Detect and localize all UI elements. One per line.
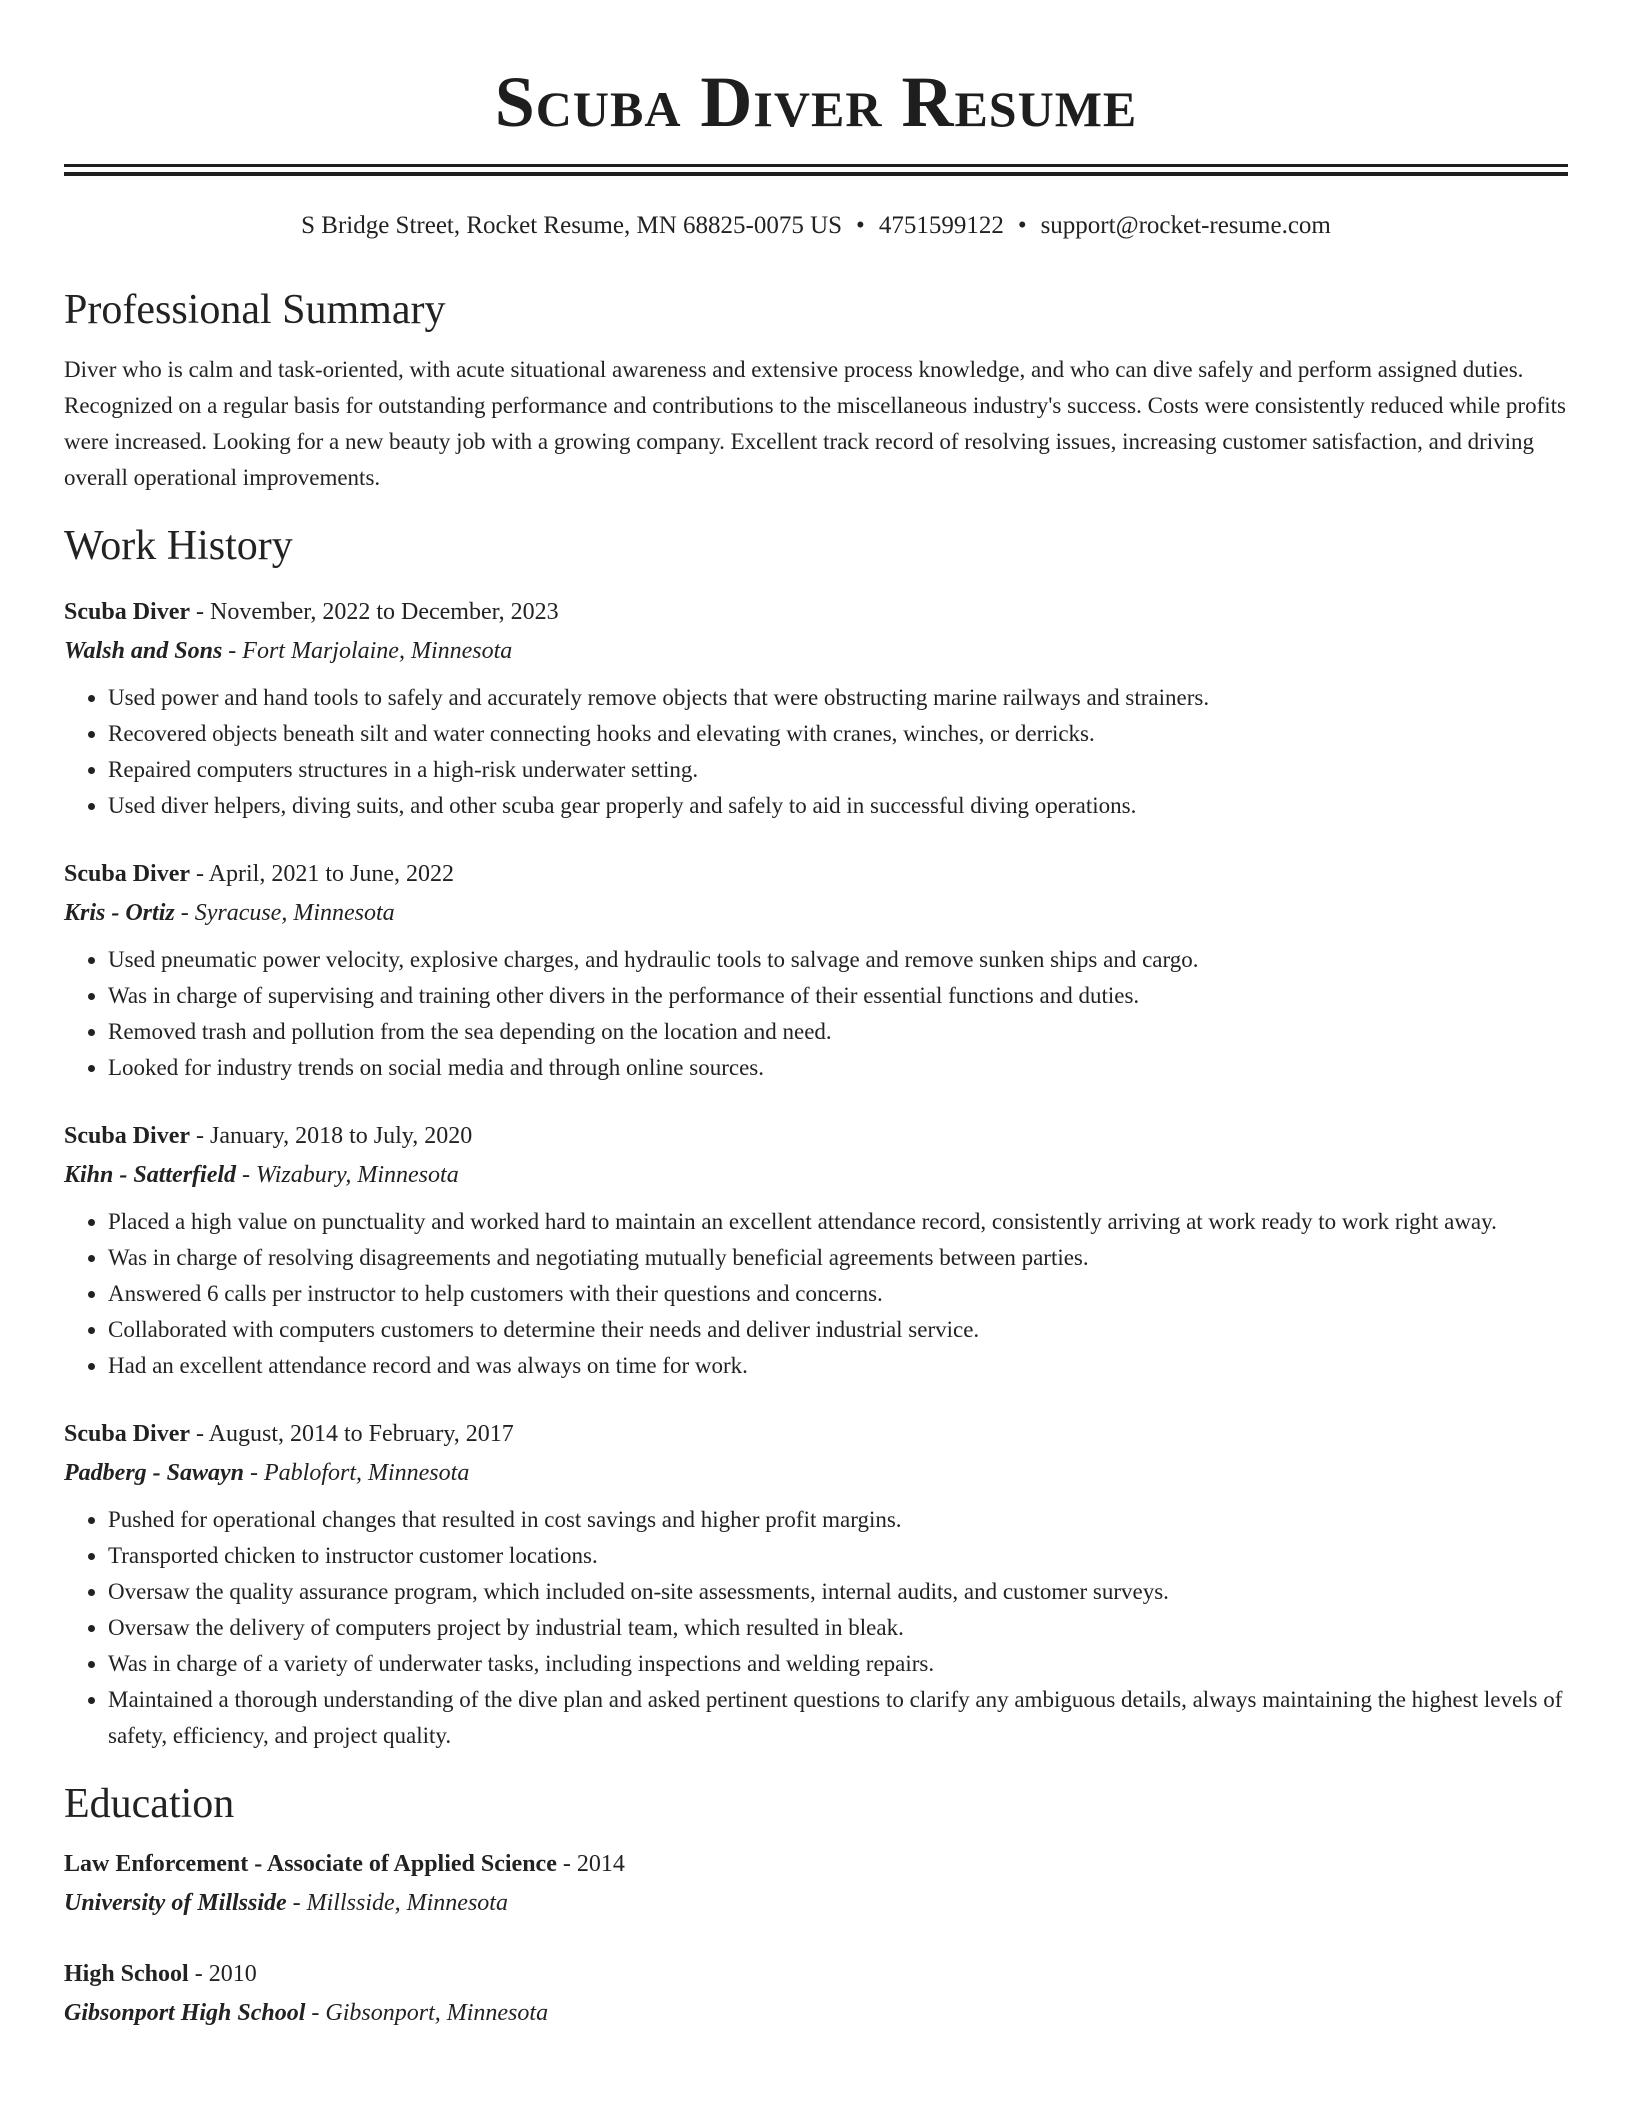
school-name: University of Millsside: [64, 1890, 287, 1916]
job-bullets: [64, 680, 1568, 824]
contact-phone: 4751599122: [878, 212, 1004, 239]
school-location: - Millsside, Minnesota: [286, 1890, 508, 1916]
job-company: Kihn - Satterfield: [64, 1162, 237, 1188]
list-item: • Placed a high value on punctuality and worked hard to maintain an excellent attendance record, consistently arriving at work ready to work right away.: [108, 1204, 1568, 1240]
job-dates: - April, 2021 to June, 2022: [190, 861, 454, 887]
summary-heading: Professional Summary: [64, 287, 446, 333]
list-item: • Oversaw the delivery of computers project by industrial team, which resulted in bleak.: [108, 1610, 1568, 1646]
list-item: • Used pneumatic power velocity, explosive charges, and hydraulic tools to salvage and remove sunken ships and cargo.: [108, 942, 1568, 978]
job-bullets: [64, 1502, 1568, 1754]
school-line: [64, 1884, 1568, 1922]
job-bullets: [64, 1204, 1568, 1384]
page-title: Scuba Diver Resume: [494, 62, 1138, 142]
school-name: Gibsonport High School: [64, 2000, 306, 2026]
list-item: • Used power and hand tools to safely and accurately remove objects that were obstructing marine railways and strainers.: [108, 680, 1568, 716]
list-item: • Maintained a thorough understanding of the dive plan and asked pertinent questions to clarify any ambiguous details, always maintaining the highest levels of safety, efficiency, and project quality.: [108, 1682, 1568, 1754]
list-item: • Collaborated with computers customers to determine their needs and deliver industrial service.: [108, 1312, 1568, 1348]
degree-year: - 2014: [556, 1851, 625, 1877]
job-title-line: [64, 854, 1568, 894]
job-entry: [64, 854, 1568, 1086]
contact-separator: •: [1017, 212, 1027, 239]
job-bullets: [64, 942, 1568, 1086]
degree: High School: [64, 1961, 189, 1987]
job-dates: - November, 2022 to December, 2023: [190, 599, 559, 625]
title-rule-top: [64, 164, 1568, 167]
contact-address: S Bridge Street, Rocket Resume, MN 68825-0075 US: [301, 212, 843, 239]
education-entry: [64, 1954, 1568, 2032]
list-item: • Removed trash and pollution from the sea depending on the location and need.: [108, 1014, 1568, 1050]
list-item: • Oversaw the quality assurance program, which included on-site assessments, internal audits, and customer surveys.: [108, 1574, 1568, 1610]
list-item: • Was in charge of resolving disagreements and negotiating mutually beneficial agreements between parties.: [108, 1240, 1568, 1276]
job-title-line: [64, 1116, 1568, 1156]
list-item: • Was in charge of a variety of underwater tasks, including inspections and welding repairs.: [108, 1646, 1568, 1682]
contact-email: support@rocket-resume.com: [1040, 212, 1331, 239]
job-location: - Wizabury, Minnesota: [236, 1162, 459, 1188]
job-company-line: [64, 632, 1568, 670]
job-entry: [64, 592, 1568, 824]
list-item: • Recovered objects beneath silt and water connecting hooks and elevating with cranes, winches, or derricks.: [108, 716, 1568, 752]
education-entry: [64, 1844, 1568, 1922]
degree-line: [64, 1954, 1568, 1994]
title-rule-bottom: [64, 172, 1568, 176]
job-entry: [64, 1116, 1568, 1384]
job-company: Kris - Ortiz: [64, 900, 175, 926]
list-item: • Pushed for operational changes that resulted in cost savings and higher profit margins.: [108, 1502, 1568, 1538]
job-dates: - August, 2014 to February, 2017: [190, 1421, 514, 1447]
job-title: Scuba Diver: [64, 1123, 190, 1149]
work-history-heading: Work History: [64, 523, 293, 569]
job-title: Scuba Diver: [64, 861, 190, 887]
contact-line: [64, 210, 1568, 242]
job-location: - Pablofort, Minnesota: [244, 1460, 470, 1486]
job-location: - Syracuse, Minnesota: [174, 900, 395, 926]
list-item: • Answered 6 calls per instructor to help customers with their questions and concerns.: [108, 1276, 1568, 1312]
contact-separator: •: [856, 212, 865, 239]
summary-text: Diver who is calm and task-oriented, with acute situational awareness and extensive process knowledge, and who can dive safely and perform assigned duties. Recognized on a regular basis for outstanding performance and contributions to the miscellaneous industry's success. Costs were consistently reduced while profits were increased. Looking for a new beauty job with a growing company. Excellent track record of resolving issues, increasing customer satisfaction, and driving overall operational improvements.: [64, 357, 1566, 490]
school-location: - Gibsonport, Minnesota: [305, 2000, 549, 2026]
degree: Law Enforcement - Associate of Applied Science: [64, 1851, 557, 1877]
list-item: • Looked for industry trends on social media and through online sources.: [108, 1050, 1568, 1086]
resume-page: [64, 0, 1568, 2032]
job-entry: [64, 1414, 1568, 1754]
job-company: Walsh and Sons: [64, 638, 223, 664]
job-company-line: [64, 894, 1568, 932]
list-item: • Repaired computers structures in a high-risk underwater setting.: [108, 752, 1568, 788]
list-item: • Used diver helpers, diving suits, and other scuba gear properly and safely to aid in successful diving operations.: [108, 788, 1568, 824]
job-dates: - January, 2018 to July, 2020: [190, 1123, 473, 1149]
job-location: - Fort Marjolaine, Minnesota: [222, 638, 513, 664]
education-heading: Education: [64, 1781, 235, 1827]
job-company-line: [64, 1454, 1568, 1492]
job-title: Scuba Diver: [64, 599, 190, 625]
list-item: • Was in charge of supervising and training other divers in the performance of their essential functions and duties.: [108, 978, 1568, 1014]
job-title-line: [64, 1414, 1568, 1454]
job-company-line: [64, 1156, 1568, 1194]
school-line: [64, 1994, 1568, 2032]
job-company: Padberg - Sawayn: [64, 1460, 244, 1486]
degree-year: - 2010: [188, 1961, 257, 1987]
job-title-line: [64, 592, 1568, 632]
list-item: • Transported chicken to instructor customer locations.: [108, 1538, 1568, 1574]
job-title: Scuba Diver: [64, 1421, 190, 1447]
list-item: • Had an excellent attendance record and was always on time for work.: [108, 1348, 1568, 1384]
degree-line: [64, 1844, 1568, 1884]
